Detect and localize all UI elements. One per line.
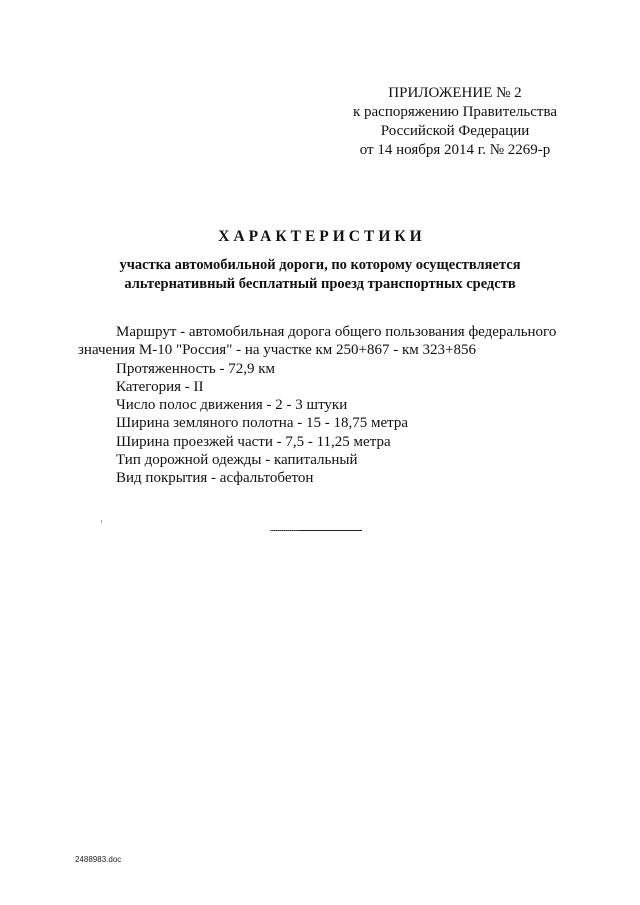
route-line-2: значения М-10 "Россия" - на участке км 250+867 - км 323+856 — [78, 342, 476, 359]
lanes-line: Число полос движения - 2 - 3 штуки — [116, 397, 348, 414]
surface-type-line: Вид покрытия - асфальтобетон — [116, 470, 314, 487]
route-line-1: Маршрут - автомобильная дорога общего пользования федерального — [116, 324, 557, 340]
carriageway-width-line: Ширина проезжей части - 7,5 - 11,25 метра — [116, 433, 391, 450]
document-file-reference: 2488983.doc — [75, 855, 122, 864]
roadbed-width-line: Ширина земляного полотна - 15 - 18,75 метра — [116, 415, 409, 432]
document-title: ХАРАКТЕРИСТИКИ — [218, 228, 426, 245]
margin-mark — [101, 520, 102, 523]
appendix-header — [330, 84, 580, 160]
document-subtitle — [90, 256, 550, 294]
appendix-authority: Российской Федерации — [380, 123, 530, 139]
category-line: Категория - II — [116, 378, 204, 395]
subtitle-line-2: альтернативный бесплатный проезд транспортных средств — [124, 276, 516, 292]
length-line: Протяженность - 72,9 км — [116, 360, 275, 377]
appendix-date-number: от 14 ноября 2014 г. № 2269-р — [359, 142, 551, 158]
appendix-order-ref: к распоряжению Правительства — [352, 104, 557, 120]
appendix-number: ПРИЛОЖЕНИЕ № 2 — [388, 85, 522, 101]
end-separator-dots — [270, 530, 298, 531]
pavement-type-line: Тип дорожной одежды - капитальный — [116, 452, 358, 469]
characteristics-body — [78, 323, 578, 488]
subtitle-line-1: участка автомобильной дороги, по которому осуществляется — [119, 257, 521, 273]
